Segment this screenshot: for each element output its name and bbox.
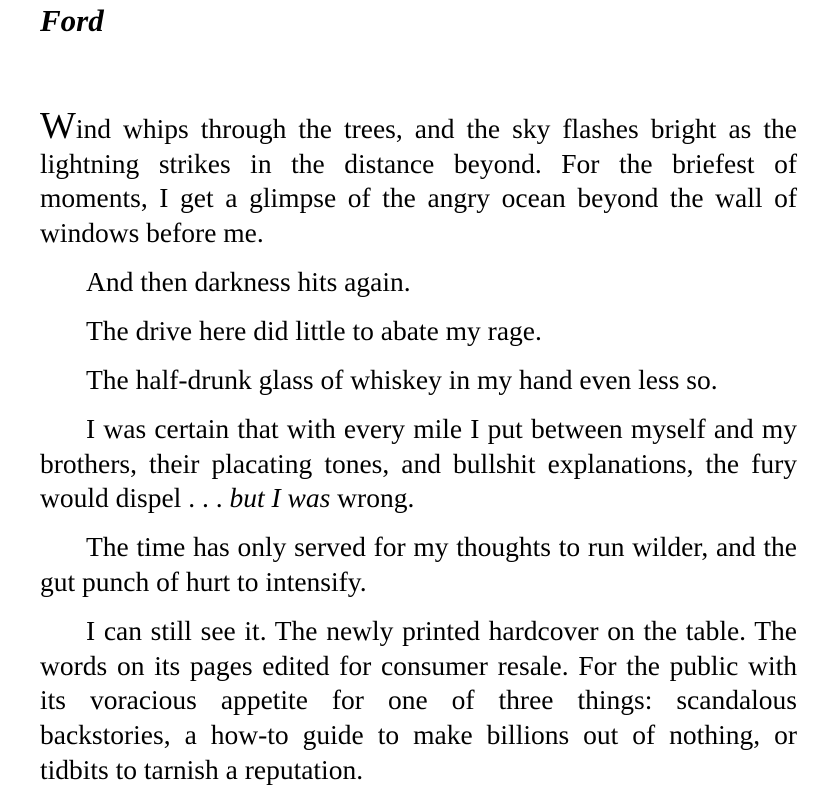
chapter-title: Ford — [40, 3, 104, 38]
paragraph: I can still see it. The newly printed hardcover on the table. The words on its pages edited for consumer resale. For the public with its voracious appetite for one of three things: scandalous backstories, a how-to guide to make billions out of nothing, or tidbits to tarnish a reputation. — [40, 615, 797, 785]
paragraph — [40, 412, 797, 516]
paragraph: The drive here did little to abate my rage. — [86, 314, 542, 346]
drop-cap: W — [40, 105, 76, 147]
paragraph — [40, 105, 797, 250]
paragraph: And then darkness hits again. — [86, 265, 411, 297]
emphasis-text: but I was — [229, 482, 331, 514]
paragraph: The time has only served for my thoughts to run wilder, and the gut punch of hurt to intensify. — [40, 531, 797, 598]
paragraph-text: I was certain that with every mile I put between myself and my brothers, their placating tones, and bullshit explanations, the fury would dispel . . . — [40, 413, 797, 514]
paragraph: The half-drunk glass of whiskey in my hand even less so. — [86, 364, 718, 396]
chapter-body — [40, 105, 797, 787]
paragraph-text: wrong. — [330, 482, 415, 514]
paragraph-text: ind whips through the trees, and the sky flashes bright as the lightning strikes in the distance beyond. For the briefest of moments, I get a glimpse of the angry ocean beyond the wall of windows before me. — [40, 113, 797, 248]
